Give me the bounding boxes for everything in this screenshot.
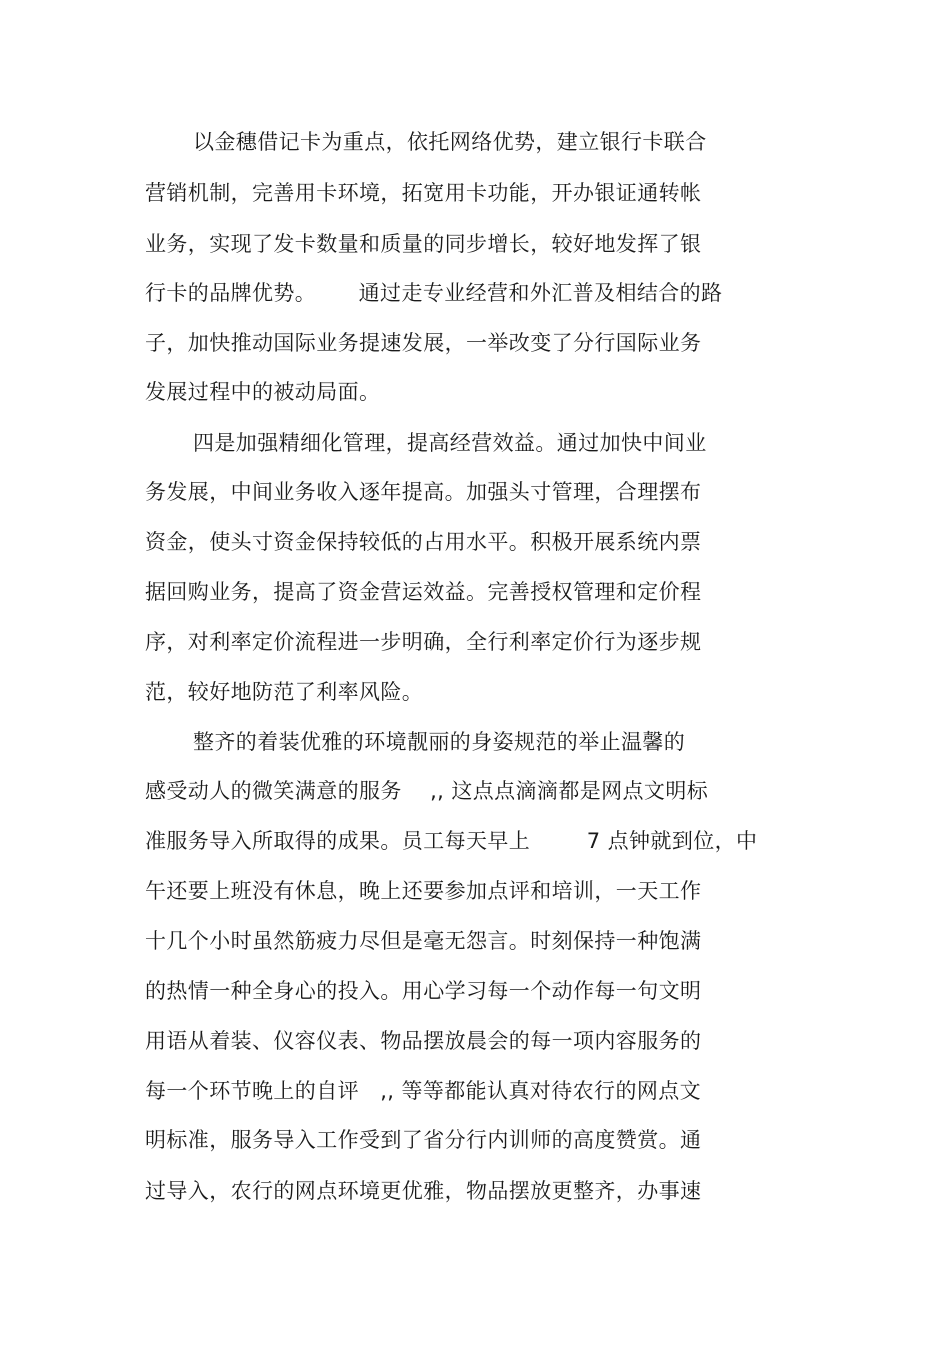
text-line-21: 明标准，服务导入工作受到了省分行内训师的高度赞赏。通 xyxy=(145,1128,702,1152)
text-line-10: 据回购业务，提高了资金营运效益。完善授权管理和定价程 xyxy=(145,580,702,604)
text-line-17: 十几个小时虽然筋疲力尽但是毫无怨言。时刻保持一种饱满 xyxy=(145,929,702,953)
text-line-8: 务发展，中间业务收入逐年提高。加强头寸管理，合理摆布 xyxy=(145,480,702,504)
text-line-4: 行卡的品牌优势。 通过走专业经营和外汇普及相结合的路 xyxy=(145,281,723,305)
text-line-3: 业务，实现了发卡数量和质量的同步增长，较好地发挥了银 xyxy=(145,232,702,256)
text-line-12: 范，较好地防范了利率风险。 xyxy=(145,680,424,704)
text-line-9: 资金，使头寸资金保持较低的占用水平。积极开展系统内票 xyxy=(145,530,702,554)
text-line-1: 以金穗借记卡为重点，依托网络优势，建立银行卡联合 xyxy=(193,130,707,154)
text-line-16: 午还要上班没有休息，晚上还要参加点评和培训，一天工作 xyxy=(145,879,702,903)
text-line-11: 序，对利率定价流程进一步明确，全行利率定价行为逐步规 xyxy=(145,630,702,654)
text-line-6: 发展过程中的被动局面。 xyxy=(145,380,381,404)
text-line-19: 用语从着装、仪容仪表、物品摆放晨会的每一项内容服务的 xyxy=(145,1029,702,1053)
text-line-22: 过导入，农行的网点环境更优雅，物品摆放更整齐，办事速 xyxy=(145,1179,702,1203)
text-line-5: 子，加快推动国际业务提速发展，一举改变了分行国际业务 xyxy=(145,331,702,355)
text-line-14: 感受动人的微笑满意的服务 ,, 这点点滴滴都是网点文明标 xyxy=(145,779,709,803)
text-line-18: 的热情一种全身心的投入。用心学习每一个动作每一句文明 xyxy=(145,979,702,1003)
text-line-15: 准服务导入所取得的成果。员工每天早上 7 点钟就到位，中 xyxy=(145,829,758,853)
text-line-2: 营销机制，完善用卡环境，拓宽用卡功能，开办银证通转帐 xyxy=(145,181,702,205)
text-line-7: 四是加强精细化管理，提高经营效益。通过加快中间业 xyxy=(193,431,707,455)
text-line-13: 整齐的着装优雅的环境靓丽的身姿规范的举止温馨的 xyxy=(193,730,686,754)
text-line-20: 每一个环节晚上的自评 ,, 等等都能认真对待农行的网点文 xyxy=(145,1079,702,1103)
